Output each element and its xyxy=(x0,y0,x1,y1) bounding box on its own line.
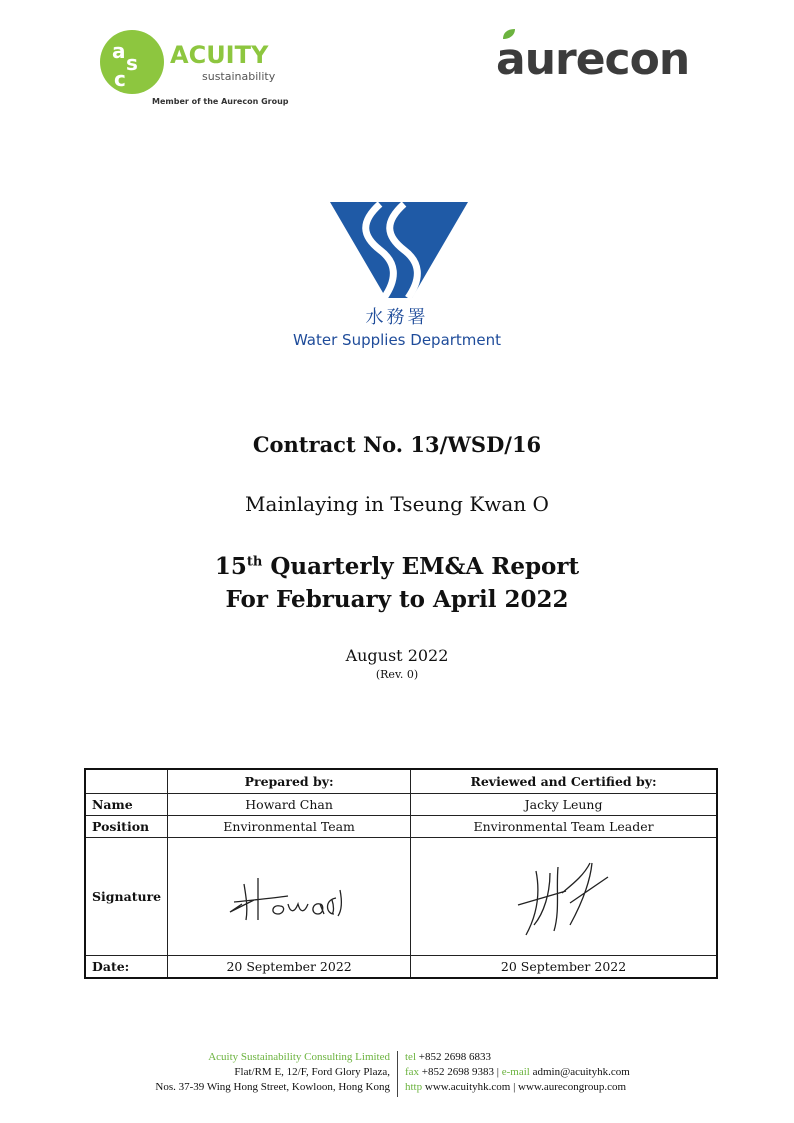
report-period: For February to April 2022 xyxy=(225,586,569,613)
signature-label: Signature xyxy=(85,838,168,956)
email-label: e-mail xyxy=(501,1066,530,1078)
acuity-name: ACUITY xyxy=(170,41,269,69)
wsd-logo xyxy=(288,200,506,352)
tel-label: tel xyxy=(405,1051,416,1063)
acuity-member-text: Member of the Aurecon Group xyxy=(152,97,289,106)
footer-address-1: Flat/RM E, 12/F, Ford Glory Plaza, xyxy=(234,1066,390,1078)
svg-text:s: s xyxy=(126,51,138,75)
report-revision: (Rev. 0) xyxy=(375,668,419,681)
date-label: Date: xyxy=(85,956,168,978)
header-reviewed: Reviewed and Certified by: xyxy=(411,769,717,794)
report-ordinal: th xyxy=(246,554,263,570)
fax-label: fax xyxy=(405,1066,420,1078)
footer-divider xyxy=(397,1051,398,1097)
prepared-name: Howard Chan xyxy=(168,794,411,816)
report-number: 15 xyxy=(214,553,247,580)
wsd-chinese-name: 水務署 xyxy=(365,307,429,328)
aurecon-logo xyxy=(496,28,710,88)
prepared-signature-cell xyxy=(168,838,411,956)
acuity-sub: sustainability xyxy=(202,70,276,83)
footer-contact-block xyxy=(405,1050,630,1095)
position-label: Position xyxy=(85,816,168,838)
table-row-name xyxy=(85,794,717,816)
reviewed-signature-cell xyxy=(411,838,717,956)
footer-address-block xyxy=(155,1050,390,1095)
table-row-date xyxy=(85,956,717,978)
header-blank xyxy=(85,769,168,794)
website-aurecon-link[interactable]: www.aurecongroup.com xyxy=(518,1081,627,1093)
reviewed-signature-image xyxy=(504,853,624,937)
report-title-rest: Quarterly EM&A Report xyxy=(262,553,580,580)
prepared-signature-image xyxy=(224,860,354,930)
project-title: Mainlaying in Tseung Kwan O xyxy=(245,492,549,516)
footer-fax-line xyxy=(405,1065,630,1080)
acuity-logo xyxy=(100,30,300,110)
footer-tel-line xyxy=(405,1050,630,1065)
http-label: http xyxy=(405,1081,423,1093)
report-title xyxy=(0,553,794,580)
signoff-table xyxy=(84,768,718,979)
reviewed-date: 20 September 2022 xyxy=(411,956,717,978)
acuity-circle-icon xyxy=(100,30,164,94)
website-acuity-link[interactable]: www.acuityhk.com xyxy=(424,1081,511,1093)
report-date: August 2022 xyxy=(345,646,449,665)
aurecon-name: aurecon xyxy=(496,34,690,85)
footer-web-line xyxy=(405,1080,630,1095)
svg-text:a: a xyxy=(112,39,126,63)
fax-value: +852 2698 9383 xyxy=(421,1066,495,1078)
email-link[interactable]: admin@acuityhk.com xyxy=(532,1066,630,1078)
contract-number: Contract No. 13/WSD/16 xyxy=(252,432,542,457)
footer xyxy=(0,1050,794,1100)
separator: | xyxy=(496,1066,499,1078)
separator: | xyxy=(513,1081,516,1093)
table-header-row xyxy=(85,769,717,794)
footer-address-2: Nos. 37-39 Wing Hong Street, Kowloon, Hong Kong xyxy=(155,1081,390,1093)
tel-value: +852 2698 6833 xyxy=(418,1051,491,1063)
prepared-position: Environmental Team xyxy=(168,816,411,838)
wsd-emblem-icon xyxy=(288,200,506,304)
table-row-signature xyxy=(85,838,717,956)
table-row-position xyxy=(85,816,717,838)
reviewed-position: Environmental Team Leader xyxy=(411,816,717,838)
svg-text:c: c xyxy=(114,67,126,91)
reviewed-name: Jacky Leung xyxy=(411,794,717,816)
name-label: Name xyxy=(85,794,168,816)
header-prepared: Prepared by: xyxy=(168,769,411,794)
prepared-date: 20 September 2022 xyxy=(168,956,411,978)
footer-company: Acuity Sustainability Consulting Limited xyxy=(208,1051,390,1063)
wsd-english-name: Water Supplies Department xyxy=(292,331,502,349)
